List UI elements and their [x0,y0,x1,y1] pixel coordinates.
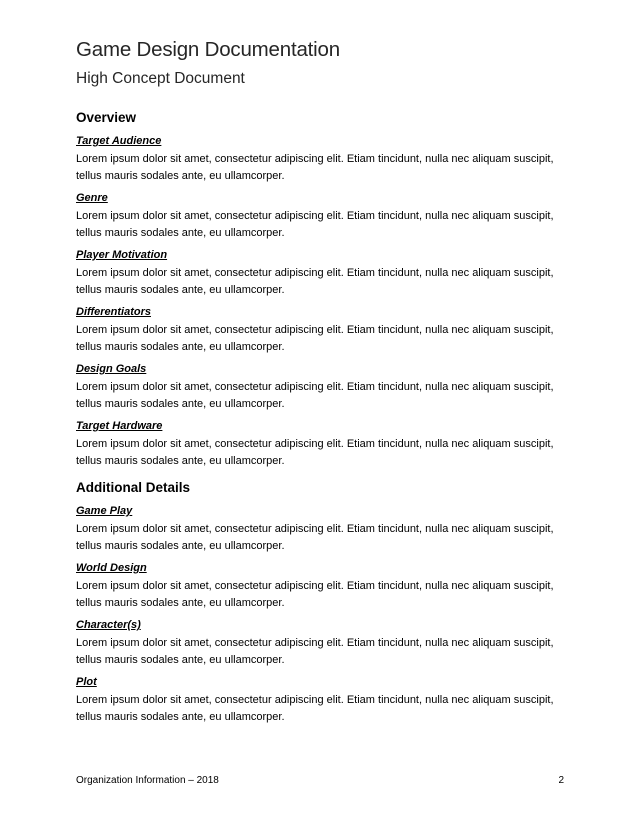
subheading: World Design [76,562,147,574]
subheading: Genre [76,192,108,204]
subheading: Game Play [76,505,133,517]
item-plot [76,675,566,726]
body-text: Lorem ipsum dolor sit amet, consectetur adipiscing elit. Etiam tincidunt, nulla nec aliquam suscipit, tellus mauris sodales ante, eu ullamcorper. [76,438,554,467]
item-genre [76,191,566,242]
document-page [76,0,566,826]
body-text: Lorem ipsum dolor sit amet, consectetur adipiscing elit. Etiam tincidunt, nulla nec aliquam suscipit, tellus mauris sodales ante, eu ullamcorper. [76,153,554,182]
body-text: Lorem ipsum dolor sit amet, consectetur adipiscing elit. Etiam tincidunt, nulla nec aliquam suscipit, tellus mauris sodales ante, eu ullamcorper. [76,580,554,609]
page-number: 2 [558,775,564,786]
document-title: Game Design Documentation [76,38,340,61]
body-text: Lorem ipsum dolor sit amet, consectetur adipiscing elit. Etiam tincidunt, nulla nec aliquam suscipit, tellus mauris sodales ante, eu ullamcorper. [76,523,554,552]
body-text: Lorem ipsum dolor sit amet, consectetur adipiscing elit. Etiam tincidunt, nulla nec aliquam suscipit, tellus mauris sodales ante, eu ullamcorper. [76,324,554,353]
item-target-hardware [76,419,566,470]
subheading: Player Motivation [76,249,168,261]
subheading: Design Goals [76,363,147,375]
item-differentiators [76,305,566,356]
document-subtitle: High Concept Document [76,70,245,87]
body-text: Lorem ipsum dolor sit amet, consectetur adipiscing elit. Etiam tincidunt, nulla nec aliquam suscipit, tellus mauris sodales ante, eu ullamcorper. [76,381,554,410]
item-target-audience [76,134,566,185]
subheading: Differentiators [76,306,151,318]
item-world-design [76,561,566,612]
body-text: Lorem ipsum dolor sit amet, consectetur adipiscing elit. Etiam tincidunt, nulla nec aliquam suscipit, tellus mauris sodales ante, eu ullamcorper. [76,267,554,296]
section-heading-additional-details: Additional Details [76,480,191,495]
body-text: Lorem ipsum dolor sit amet, consectetur adipiscing elit. Etiam tincidunt, nulla nec aliquam suscipit, tellus mauris sodales ante, eu ullamcorper. [76,210,554,239]
item-player-motivation [76,248,566,299]
item-characters [76,618,566,669]
subheading: Character(s) [76,619,141,631]
document-body [76,108,566,726]
subheading: Target Hardware [76,420,163,432]
subheading: Target Audience [76,135,162,147]
body-text: Lorem ipsum dolor sit amet, consectetur adipiscing elit. Etiam tincidunt, nulla nec aliquam suscipit, tellus mauris sodales ante, eu ullamcorper. [76,694,554,723]
section-heading-overview: Overview [76,110,137,125]
body-text: Lorem ipsum dolor sit amet, consectetur adipiscing elit. Etiam tincidunt, nulla nec aliquam suscipit, tellus mauris sodales ante, eu ullamcorper. [76,637,554,666]
item-design-goals [76,362,566,413]
footer-organization-info: Organization Information – 2018 [76,775,219,786]
item-game-play [76,504,566,555]
subheading: Plot [76,676,97,688]
